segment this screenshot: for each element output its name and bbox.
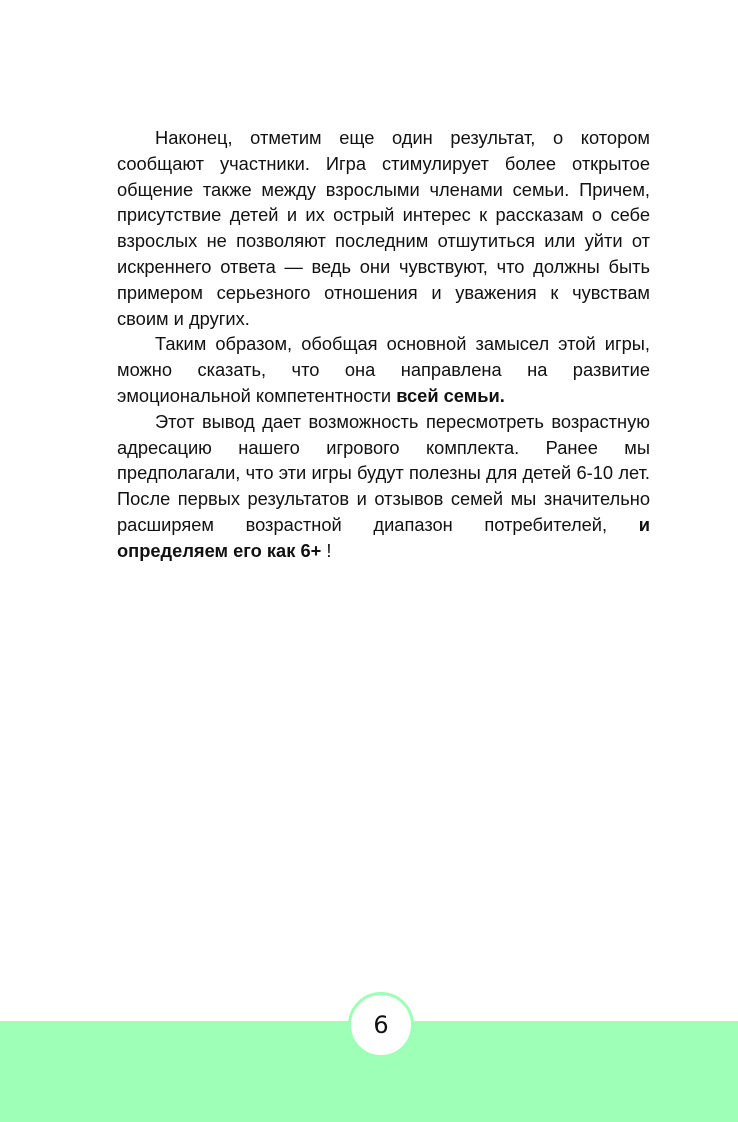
paragraph-2-bold: всей семьи.: [396, 384, 505, 406]
paragraph-3-bold: и определяем его как 6+: [117, 513, 650, 561]
paragraph-1: [117, 125, 650, 331]
paragraph-2-text: Таким образом, обобщая основной замысел этой игры, можно сказать, что она направлена на развитие эмоциональной компетентности: [117, 333, 650, 406]
paragraph-3: [117, 409, 650, 564]
page-number: 6: [373, 1011, 389, 1039]
paragraph-3-tail: !: [321, 539, 332, 561]
page-number-circle: [348, 992, 414, 1058]
page-body: [117, 125, 650, 564]
paragraph-1-text: Наконец, отметим еще один результат, о котором сообщают участники. Игра стимулирует более открытое общение также между взрослыми членами семьи. Причем, присутствие детей и их острый интерес к рассказам о себе взрослых не позволяют последним отшутиться или уйти от искреннего ответа — ведь они чувствуют, что должны быть примером серьезного отношения и уважения к чувствам своим и других.: [117, 127, 650, 329]
paragraph-3-text: Этот вывод дает возможность пересмотреть возрастную адресацию нашего игрового комплекта. Ранее мы предполагали, что эти игры будут полезны для детей 6-10 лет. После первых результатов и отзывов семей мы значительно расширяем возрастной диапазон потребителей,: [117, 410, 650, 535]
paragraph-2: [117, 331, 650, 408]
